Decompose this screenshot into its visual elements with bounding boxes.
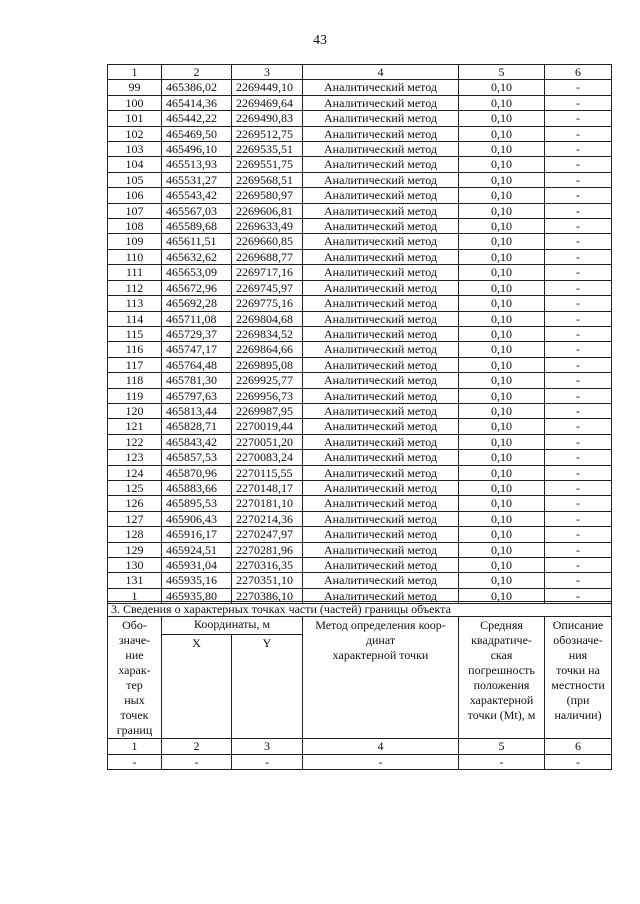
method-cell: Аналитический метод [303,126,459,141]
coord-y-cell: 2269490,83 [232,111,303,126]
header-method: Метод определения коор- динат характерной точки [303,617,459,739]
coord-x-cell: 465797,63 [162,388,232,403]
method-cell: Аналитический метод [303,280,459,295]
table-row [108,373,612,388]
method-cell: Аналитический метод [303,357,459,372]
table-row [108,496,612,511]
description-cell: - [545,480,612,495]
coord-x-cell: 465764,48 [162,357,232,372]
column-number: 1 [108,739,162,754]
description-cell: - [545,296,612,311]
accuracy-cell: 0,10 [459,249,545,264]
method-cell: Аналитический метод [303,450,459,465]
section3-column-number-row [108,739,612,754]
header-x: X [162,634,232,739]
description-cell: - [545,419,612,434]
method-cell: Аналитический метод [303,465,459,480]
description-cell: - [545,95,612,110]
coord-x-cell: 465672,96 [162,280,232,295]
point-number-cell: 109 [108,234,162,249]
coord-y-cell: 2269864,66 [232,342,303,357]
coord-x-cell: 465935,80 [162,588,232,603]
coord-x-cell: 465632,62 [162,249,232,264]
method-cell: Аналитический метод [303,142,459,157]
accuracy-cell: 0,10 [459,326,545,341]
method-cell: Аналитический метод [303,203,459,218]
coord-x-cell: 465653,09 [162,265,232,280]
accuracy-cell: 0,10 [459,296,545,311]
empty-cell: - [459,754,545,769]
point-number-cell: 115 [108,326,162,341]
point-number-cell: 129 [108,542,162,557]
coord-x-cell: 465469,50 [162,126,232,141]
method-cell: Аналитический метод [303,511,459,526]
column-number: 2 [162,739,232,754]
accuracy-cell: 0,10 [459,542,545,557]
table-row [108,342,612,357]
table-row [108,111,612,126]
point-number-cell: 111 [108,265,162,280]
point-number-cell: 126 [108,496,162,511]
description-cell: - [545,558,612,573]
accuracy-cell: 0,10 [459,465,545,480]
point-number-cell: 103 [108,142,162,157]
table-row [108,280,612,295]
method-cell: Аналитический метод [303,496,459,511]
coordinates-table [107,64,612,604]
coord-y-cell: 2270019,44 [232,419,303,434]
column-number: 5 [459,65,545,80]
table-row [108,434,612,449]
table-row [108,558,612,573]
method-cell: Аналитический метод [303,219,459,234]
table-row [108,357,612,372]
method-cell: Аналитический метод [303,296,459,311]
point-number-cell: 116 [108,342,162,357]
coord-y-cell: 2270316,35 [232,558,303,573]
method-cell: Аналитический метод [303,111,459,126]
coord-x-cell: 465857,53 [162,450,232,465]
description-cell: - [545,203,612,218]
coord-y-cell: 2269535,51 [232,142,303,157]
point-number-cell: 119 [108,388,162,403]
coord-y-cell: 2269717,16 [232,265,303,280]
accuracy-cell: 0,10 [459,527,545,542]
point-number-cell: 101 [108,111,162,126]
header-coordinates: Координаты, м [162,617,303,634]
coord-x-cell: 465870,96 [162,465,232,480]
accuracy-cell: 0,10 [459,558,545,573]
coord-x-cell: 465781,30 [162,373,232,388]
point-number-cell: 128 [108,527,162,542]
description-cell: - [545,542,612,557]
point-number-cell: 127 [108,511,162,526]
point-number-cell: 114 [108,311,162,326]
method-cell: Аналитический метод [303,172,459,187]
coord-y-cell: 2269688,77 [232,249,303,264]
section3-title: 3. Сведения о характерных точках части (частей) границы объекта [108,602,612,617]
method-cell: Аналитический метод [303,527,459,542]
column-number: 6 [545,739,612,754]
accuracy-cell: 0,10 [459,434,545,449]
method-cell: Аналитический метод [303,326,459,341]
empty-cell: - [162,754,232,769]
accuracy-cell: 0,10 [459,234,545,249]
table-row [108,219,612,234]
header-description: Описание обозначе- ния точки на местности (при наличии) [545,617,612,739]
coord-x-cell: 465916,17 [162,527,232,542]
method-cell: Аналитический метод [303,311,459,326]
description-cell: - [545,157,612,172]
section3-header-row [108,617,612,634]
coord-y-cell: 2270351,10 [232,573,303,588]
table-row [108,265,612,280]
point-number-cell: 99 [108,80,162,95]
accuracy-cell: 0,10 [459,357,545,372]
description-cell: - [545,527,612,542]
description-cell: - [545,496,612,511]
table-row [108,388,612,403]
coord-y-cell: 2270083,24 [232,450,303,465]
description-cell: - [545,219,612,234]
table-row [108,126,612,141]
accuracy-cell: 0,10 [459,573,545,588]
coord-x-cell: 465513,93 [162,157,232,172]
table-row [108,511,612,526]
accuracy-cell: 0,10 [459,480,545,495]
method-cell: Аналитический метод [303,373,459,388]
coord-x-cell: 465442,22 [162,111,232,126]
point-number-cell: 124 [108,465,162,480]
accuracy-cell: 0,10 [459,588,545,603]
accuracy-cell: 0,10 [459,203,545,218]
accuracy-cell: 0,10 [459,342,545,357]
point-number-cell: 107 [108,203,162,218]
coord-y-cell: 2270386,10 [232,588,303,603]
point-number-cell: 125 [108,480,162,495]
table-row [108,542,612,557]
description-cell: - [545,388,612,403]
coord-y-cell: 2269775,16 [232,296,303,311]
description-cell: - [545,511,612,526]
description-cell: - [545,126,612,141]
coord-y-cell: 2269834,52 [232,326,303,341]
coord-x-cell: 465386,02 [162,80,232,95]
empty-cell: - [545,754,612,769]
coord-x-cell: 465843,42 [162,434,232,449]
description-cell: - [545,434,612,449]
table-row [108,142,612,157]
point-number-cell: 131 [108,573,162,588]
accuracy-cell: 0,10 [459,126,545,141]
header-accuracy: Средняя квадратиче- ская погрешность положения характерной точки (Mt), м [459,617,545,739]
accuracy-cell: 0,10 [459,373,545,388]
method-cell: Аналитический метод [303,157,459,172]
coord-x-cell: 465747,17 [162,342,232,357]
method-cell: Аналитический метод [303,542,459,557]
coord-y-cell: 2270148,17 [232,480,303,495]
table-row [108,465,612,480]
coord-y-cell: 2270247,97 [232,527,303,542]
description-cell: - [545,342,612,357]
method-cell: Аналитический метод [303,95,459,110]
accuracy-cell: 0,10 [459,188,545,203]
coord-x-cell: 465531,27 [162,172,232,187]
table-row [108,203,612,218]
coord-y-cell: 2269633,49 [232,219,303,234]
description-cell: - [545,80,612,95]
table-row [108,95,612,110]
column-number-row [108,65,612,80]
method-cell: Аналитический метод [303,188,459,203]
coord-y-cell: 2269987,95 [232,403,303,418]
description-cell: - [545,249,612,264]
method-cell: Аналитический метод [303,480,459,495]
table-row [108,419,612,434]
coord-x-cell: 465711,08 [162,311,232,326]
table-row [108,573,612,588]
coord-x-cell: 465883,66 [162,480,232,495]
coord-y-cell: 2269956,73 [232,388,303,403]
description-cell: - [545,573,612,588]
column-number: 5 [459,739,545,754]
coord-x-cell: 465543,42 [162,188,232,203]
table-row [108,296,612,311]
description-cell: - [545,172,612,187]
column-number: 4 [303,65,459,80]
coord-y-cell: 2269449,10 [232,80,303,95]
point-number-cell: 100 [108,95,162,110]
column-number: 1 [108,65,162,80]
accuracy-cell: 0,10 [459,311,545,326]
table-row [108,527,612,542]
coord-y-cell: 2269568,51 [232,172,303,187]
header-y: Y [232,634,303,739]
accuracy-cell: 0,10 [459,95,545,110]
coord-x-cell: 465924,51 [162,542,232,557]
description-cell: - [545,465,612,480]
section3-table [107,601,612,770]
section3-title-row [108,602,612,617]
header-point-designation: Обо- значе- ние харак- тер ных точек границ [108,617,162,739]
accuracy-cell: 0,10 [459,265,545,280]
accuracy-cell: 0,10 [459,80,545,95]
table-row [108,450,612,465]
accuracy-cell: 0,10 [459,219,545,234]
table-row [108,172,612,187]
method-cell: Аналитический метод [303,234,459,249]
coord-y-cell: 2269925,77 [232,373,303,388]
empty-cell: - [232,754,303,769]
method-cell: Аналитический метод [303,403,459,418]
point-number-cell: 102 [108,126,162,141]
coord-y-cell: 2269551,75 [232,157,303,172]
description-cell: - [545,142,612,157]
description-cell: - [545,265,612,280]
coord-x-cell: 465895,53 [162,496,232,511]
empty-cell: - [303,754,459,769]
method-cell: Аналитический метод [303,588,459,603]
method-cell: Аналитический метод [303,249,459,264]
description-cell: - [545,311,612,326]
point-number-cell: 117 [108,357,162,372]
accuracy-cell: 0,10 [459,511,545,526]
point-number-cell: 106 [108,188,162,203]
empty-cell: - [108,754,162,769]
page-number: 43 [313,33,327,48]
table-row [108,157,612,172]
table-row [108,311,612,326]
coord-x-cell: 465813,44 [162,403,232,418]
coord-y-cell: 2269469,64 [232,95,303,110]
coord-y-cell: 2270281,96 [232,542,303,557]
accuracy-cell: 0,10 [459,172,545,187]
description-cell: - [545,111,612,126]
point-number-cell: 122 [108,434,162,449]
description-cell: - [545,450,612,465]
point-number-cell: 112 [108,280,162,295]
method-cell: Аналитический метод [303,573,459,588]
table-row [108,403,612,418]
point-number-cell: 123 [108,450,162,465]
coord-y-cell: 2269606,81 [232,203,303,218]
description-cell: - [545,234,612,249]
point-number-cell: 110 [108,249,162,264]
point-number-cell: 1 [108,588,162,603]
coord-x-cell: 465729,37 [162,326,232,341]
description-cell: - [545,373,612,388]
method-cell: Аналитический метод [303,558,459,573]
coord-x-cell: 465567,03 [162,203,232,218]
method-cell: Аналитический метод [303,419,459,434]
description-cell: - [545,326,612,341]
description-cell: - [545,280,612,295]
point-number-cell: 104 [108,157,162,172]
point-number-cell: 118 [108,373,162,388]
point-number-cell: 120 [108,403,162,418]
accuracy-cell: 0,10 [459,111,545,126]
description-cell: - [545,357,612,372]
point-number-cell: 130 [108,558,162,573]
coord-x-cell: 465931,04 [162,558,232,573]
coord-y-cell: 2270181,10 [232,496,303,511]
coord-y-cell: 2269804,68 [232,311,303,326]
column-number: 4 [303,739,459,754]
coord-x-cell: 465828,71 [162,419,232,434]
accuracy-cell: 0,10 [459,496,545,511]
table-row [108,249,612,264]
column-number: 3 [232,739,303,754]
coord-x-cell: 465414,36 [162,95,232,110]
coord-y-cell: 2269512,75 [232,126,303,141]
coord-y-cell: 2269745,97 [232,280,303,295]
accuracy-cell: 0,10 [459,403,545,418]
column-number: 2 [162,65,232,80]
section3-empty-row [108,754,612,769]
coord-x-cell: 465496,10 [162,142,232,157]
coord-y-cell: 2270051,20 [232,434,303,449]
method-cell: Аналитический метод [303,80,459,95]
column-number: 3 [232,65,303,80]
coord-y-cell: 2269580,97 [232,188,303,203]
table-row [108,234,612,249]
column-number: 6 [545,65,612,80]
description-cell: - [545,403,612,418]
table-row [108,80,612,95]
method-cell: Аналитический метод [303,388,459,403]
table-row [108,188,612,203]
method-cell: Аналитический метод [303,342,459,357]
point-number-cell: 108 [108,219,162,234]
coord-x-cell: 465935,16 [162,573,232,588]
accuracy-cell: 0,10 [459,388,545,403]
accuracy-cell: 0,10 [459,280,545,295]
point-number-cell: 121 [108,419,162,434]
coord-y-cell: 2270214,36 [232,511,303,526]
coord-y-cell: 2269895,08 [232,357,303,372]
accuracy-cell: 0,10 [459,142,545,157]
coord-x-cell: 465589,68 [162,219,232,234]
method-cell: Аналитический метод [303,434,459,449]
point-number-cell: 113 [108,296,162,311]
description-cell: - [545,588,612,603]
accuracy-cell: 0,10 [459,419,545,434]
accuracy-cell: 0,10 [459,157,545,172]
point-number-cell: 105 [108,172,162,187]
table-row [108,326,612,341]
coord-y-cell: 2269660,85 [232,234,303,249]
coord-x-cell: 465692,28 [162,296,232,311]
table-row [108,480,612,495]
description-cell: - [545,188,612,203]
coord-x-cell: 465611,51 [162,234,232,249]
method-cell: Аналитический метод [303,265,459,280]
coord-y-cell: 2270115,55 [232,465,303,480]
coordinates-table-body [108,65,612,604]
accuracy-cell: 0,10 [459,450,545,465]
coord-x-cell: 465906,43 [162,511,232,526]
